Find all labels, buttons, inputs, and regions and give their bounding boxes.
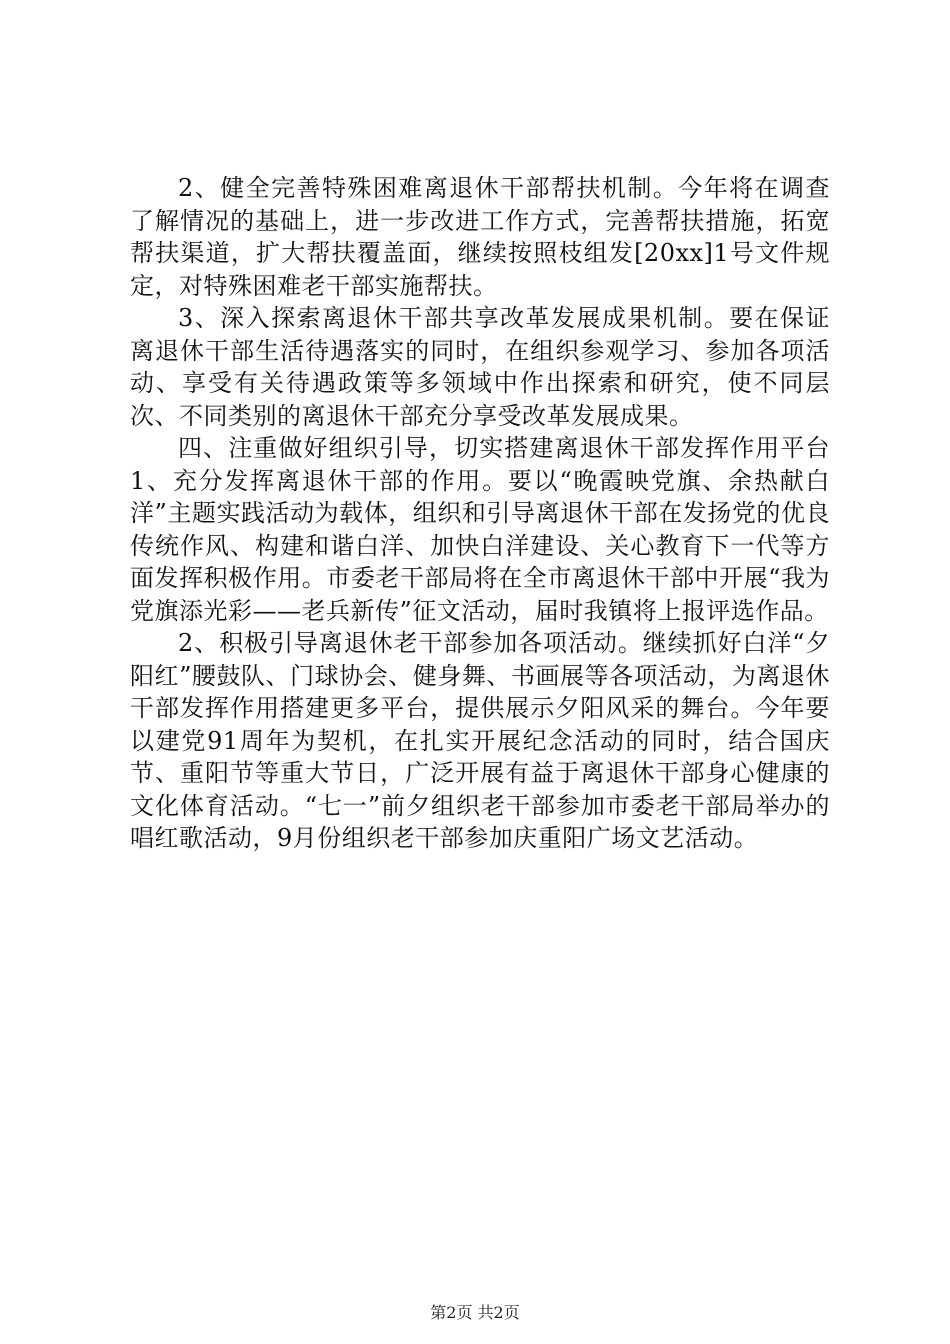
paragraph-organization-guidance: 四、注重做好组织引导，切实搭建离退休干部发挥作用平台1、充分发挥离退休干部的作用。要以“晚霞映党旗、余热献白洋”主题实践活动为载体，组织和引导离退休干部在发扬党的优良传统作风、构建和谐白洋、加快白洋建设、关心教育下一代等方面发挥积极作用。市委老干部局将在全市离退休干部中开展“我为党旗添光彩——老兵新传”征文活动，届时我镇将上报评选作品。 xyxy=(130,434,830,625)
paragraph-assistance-mechanism: 2、健全完善特殊困难离退休干部帮扶机制。今年将在调查了解情况的基础上，进一步改进工作方式，完善帮扶措施，拓宽帮扶渠道，扩大帮扶覆盖面，继续按照枝组发[20xx]1号文件规定，对特殊困难老干部实施帮扶。 xyxy=(130,174,830,300)
paragraph-shared-development: 3、深入探索离退休干部共享改革发展成果机制。要在保证离退休干部生活待遇落实的同时，在组织参观学习、参加各项活动、享受有关待遇政策等多领域中作出探索和研究，使不同层次、不同类别的离退休干部充分享受改革发展成果。 xyxy=(130,304,830,430)
page-footer: 第2页 共2页 xyxy=(430,1303,520,1322)
document-body xyxy=(130,172,830,855)
paragraph-activities: 2、积极引导离退休老干部参加各项活动。继续抓好白洋“夕阳红”腰鼓队、门球协会、健身舞、书画展等各项活动，为离退休干部发挥作用搭建更多平台，提供展示夕阳风采的舞台。今年要以建党91周年为契机，在扎实开展纪念活动的同时，结合国庆节、重阳节等重大节日，广泛开展有益于离退休干部身心健康的文化体育活动。“七一”前夕组织老干部参加市委老干部局举办的唱红歌活动，9月份组织老干部参加庆重阳广场文艺活动。 xyxy=(130,629,830,852)
